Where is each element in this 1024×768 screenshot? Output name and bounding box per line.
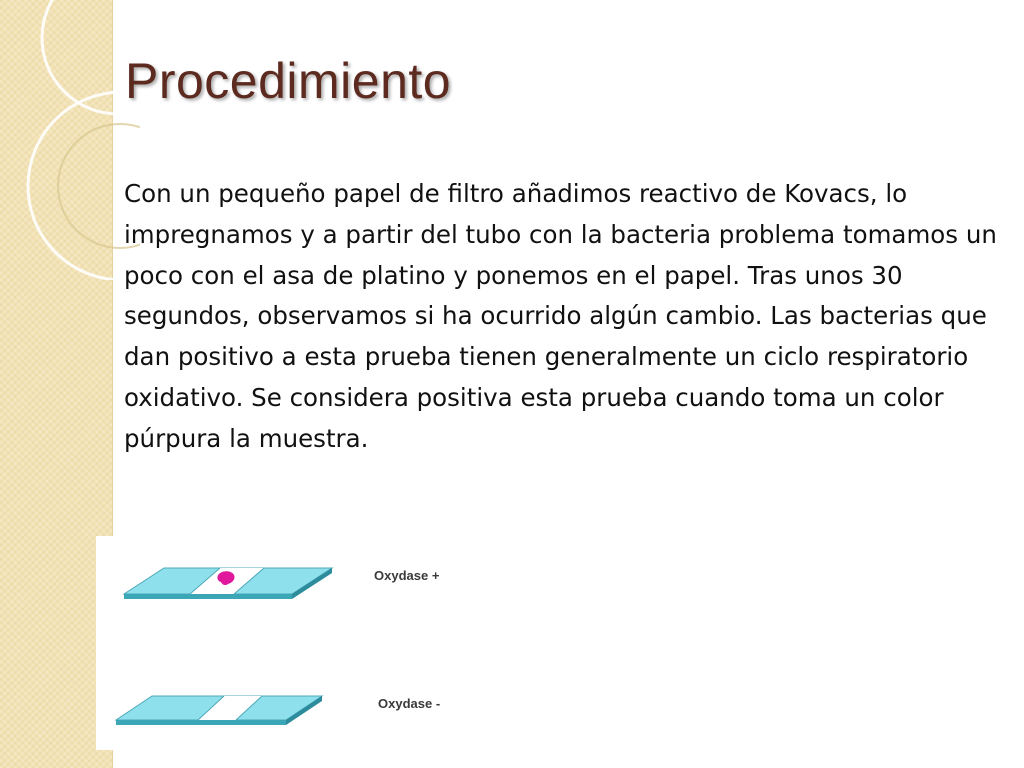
oxidase-positive-strip [124, 568, 332, 599]
slide-title: Procedimiento [125, 53, 452, 109]
oxidase-negative-strip [116, 696, 322, 725]
oxidase-negative-label: Oxydase - [378, 696, 441, 711]
oxidase-test-figure [96, 536, 516, 750]
procedure-description: Con un pequeño papel de filtro añadimos reactivo de Kovacs, lo impregnamos y a partir del tubo con la bacteria problema tomamos un poco con el asa de platino y ponemos en el papel. Tras unos 30 segundos, observamos si ha ocurrido algún cambio. Las bacterias que dan positivo a esta prueba tienen generalmente un ciclo respiratorio oxidativo. Se considera positiva esta prueba cuando toma un color púrpura la muestra. [124, 179, 997, 453]
oxidase-positive-label: Oxydase + [374, 568, 440, 583]
decorative-circles [0, 0, 140, 280]
oxidase-strips-illustration [96, 536, 516, 750]
